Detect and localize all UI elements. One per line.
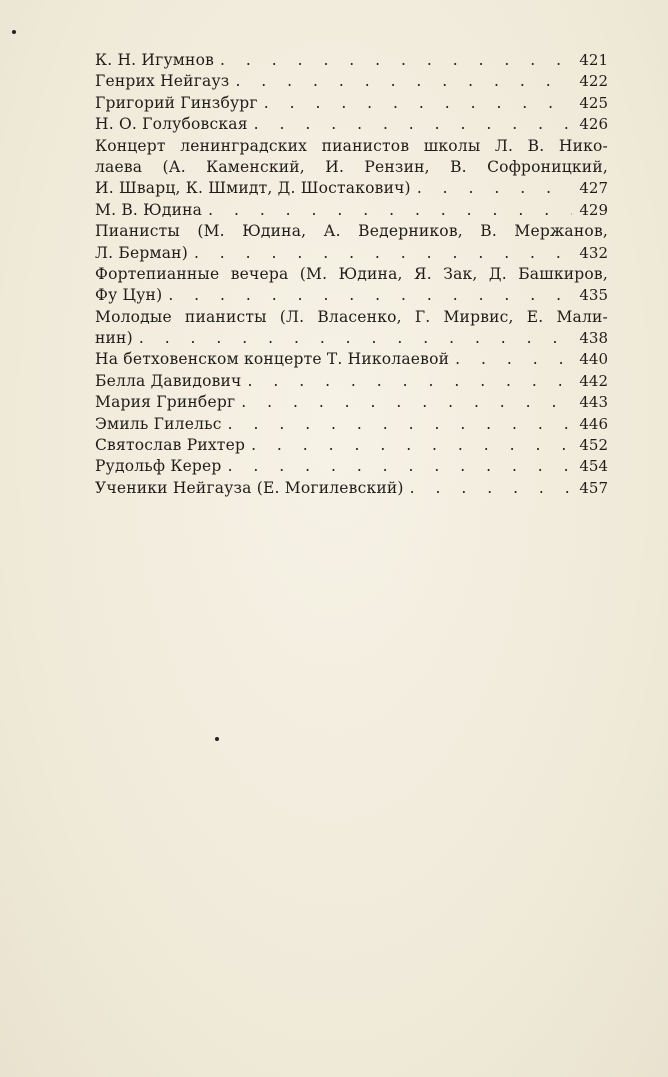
toc-entry[interactable] [95,392,608,413]
toc-entry-title: Молодые пианисты (Л. Власенко, Г. Мирвис, Е. Мали- [95,307,608,326]
toc-entry-title: На бетховенском концерте Т. Николаевой [95,350,450,369]
toc-entry[interactable] [95,307,608,350]
toc-entry-title: Л. Берман) [95,243,188,262]
toc-entry-title: К. Н. Игумнов [95,51,215,69]
toc-line [95,50,608,71]
dot-leader [235,71,572,92]
dot-leader [194,243,572,264]
toc-entry-title: Ученики Нейгауза (Е. Могилевский) [95,478,404,497]
toc-entry-title: Рудольф Керер [95,457,222,476]
print-speck [12,30,16,34]
toc-entry-title: нин) [95,329,133,348]
toc-entry-title: Фу Цун) [95,286,163,305]
toc-page-number: 427 [579,179,608,198]
toc-line [95,136,608,157]
toc-page-number: 454 [579,457,608,476]
toc-entry-title: Генрих Нейгауз [95,72,230,91]
dot-leader [455,349,572,370]
toc-line [95,157,608,178]
toc-line [95,307,608,328]
toc-entry[interactable] [95,114,608,135]
toc-line [95,114,608,135]
toc-entry[interactable] [95,93,608,114]
toc-entry[interactable] [95,435,608,456]
toc-page-number: 425 [579,93,608,112]
toc-line [95,221,608,242]
toc-line [95,264,608,285]
toc-page-number: 422 [579,72,608,91]
toc-entry[interactable] [95,71,608,92]
toc-page-number: 426 [579,115,608,134]
table-of-contents [95,50,608,499]
dot-leader [410,478,572,499]
toc-page-number: 429 [579,200,608,219]
toc-line [95,435,608,456]
toc-entry-title: Фортепианные вечера (М. Юдина, Я. Зак, Д. Башкиров, [95,264,608,283]
toc-line [95,243,608,264]
toc-entry[interactable] [95,414,608,435]
toc-entry-title: Н. О. Голубовская [95,115,248,134]
toc-line [95,178,608,199]
toc-entry[interactable] [95,50,608,71]
toc-entry[interactable] [95,200,608,221]
toc-entry-title: М. В. Юдина [95,200,203,219]
toc-entry[interactable] [95,456,608,477]
toc-entry-title: Мария Гринберг [95,393,236,412]
toc-page-number: 443 [579,393,608,412]
dot-leader [241,392,572,413]
toc-entry-title: Святослав Рихтер [95,436,246,455]
toc-page-number: 446 [579,414,608,433]
dot-leader [264,93,572,114]
toc-line [95,200,608,221]
dot-leader [139,328,572,349]
toc-page-number: 440 [579,350,608,369]
dot-leader [417,178,572,199]
toc-entry-title: лаева (А. Каменский, И. Рензин, В. Софроницкий, [95,157,608,176]
toc-line [95,478,608,499]
toc-entry-title: Концерт ленинградских пианистов школы Л. В. Нико- [95,136,608,155]
dot-leader [248,371,572,392]
dot-leader [168,285,572,306]
toc-page-number: 438 [579,329,608,348]
toc-entry[interactable] [95,478,608,499]
dot-leader [220,50,572,71]
toc-line [95,285,608,306]
toc-line [95,349,608,370]
toc-entry[interactable] [95,371,608,392]
toc-line [95,93,608,114]
toc-entry-title: Эмиль Гилельс [95,414,222,433]
dot-leader [251,435,572,456]
toc-entry-title: Григорий Гинзбург [95,93,258,112]
toc-line [95,328,608,349]
toc-page-number: 432 [579,243,608,262]
toc-page-number: 457 [579,478,608,497]
dot-leader [254,114,572,135]
toc-entry-title: И. Шварц, К. Шмидт, Д. Шостакович) [95,179,411,198]
toc-line [95,456,608,477]
toc-page-number: 442 [579,371,608,390]
dot-leader [228,414,572,435]
toc-page-number: 421 [579,51,608,69]
toc-entry-title: Пианисты (М. Юдина, А. Ведерников, В. Мержанов, [95,222,608,241]
toc-entry[interactable] [95,349,608,370]
toc-entry[interactable] [95,264,608,307]
toc-entry-title: Белла Давидович [95,371,242,390]
toc-entry[interactable] [95,136,608,200]
dot-leader [208,200,572,221]
toc-entry[interactable] [95,221,608,264]
toc-page-number: 452 [579,436,608,455]
toc-line [95,392,608,413]
toc-page-number: 435 [579,286,608,305]
toc-line [95,71,608,92]
print-speck [215,737,219,741]
toc-line [95,371,608,392]
dot-leader [228,456,572,477]
toc-line [95,414,608,435]
